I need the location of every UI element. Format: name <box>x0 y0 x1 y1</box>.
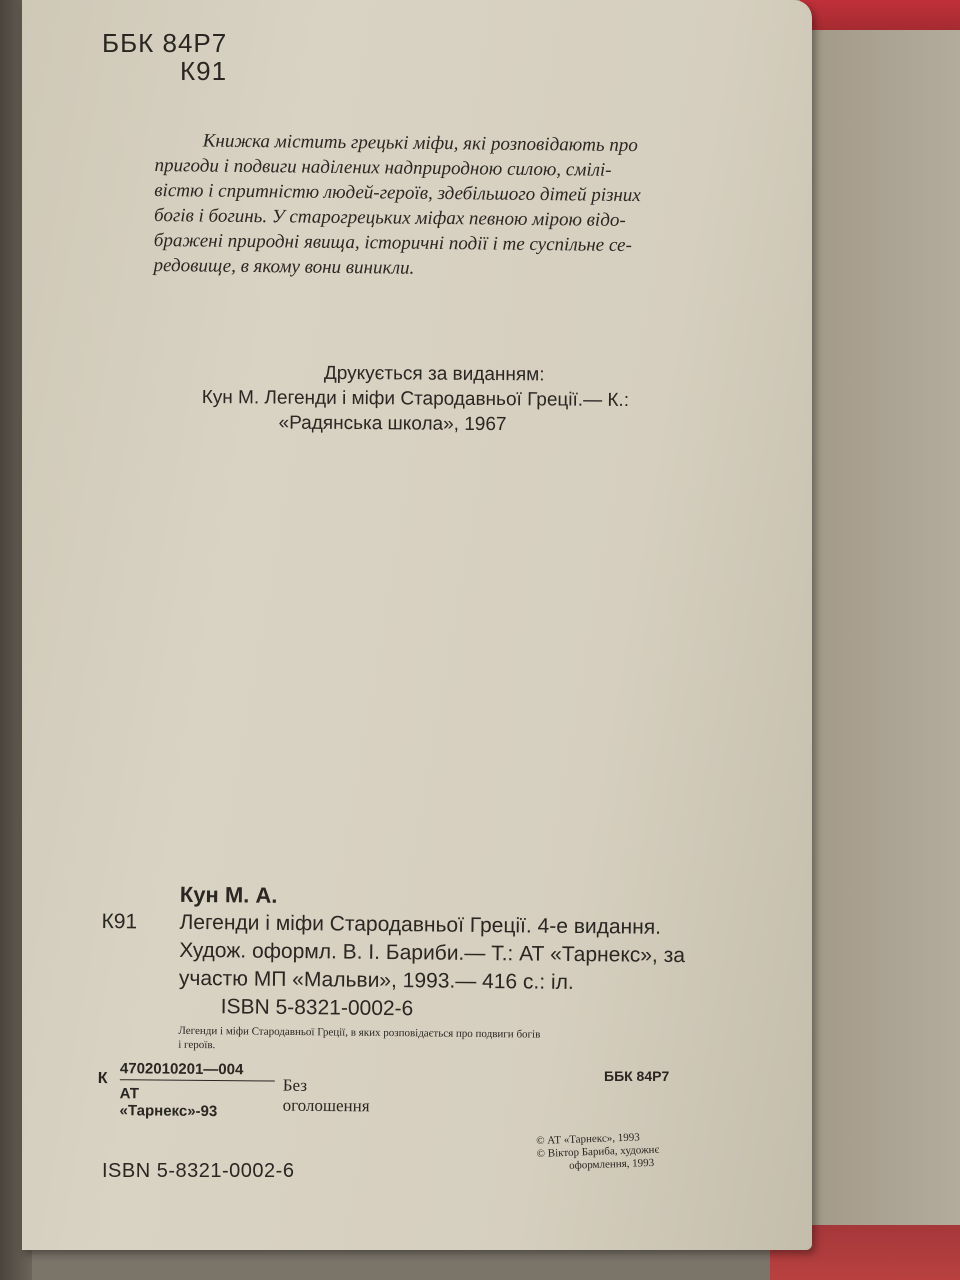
printed-from-heading: Друкується за виданням: <box>323 362 545 386</box>
imprint-no-ads: Без оголошення <box>282 1075 370 1116</box>
catalog-note-line: і героїв. <box>178 1038 216 1052</box>
author-code: К91 <box>180 56 228 86</box>
annotation-line: пригоди і подвиги наділених надприродною силою, смілі- <box>154 154 612 181</box>
printed-from-source: Кун М. Легенди і міфи Стародавньої Греції.— К.: <box>201 386 630 411</box>
catalog-code: К91 <box>101 909 138 934</box>
annotation-paragraph <box>153 128 710 284</box>
imprint-number: 4702010201—004 <box>120 1060 275 1081</box>
catalog-isbn: ISBN 5-8321-0002-6 <box>220 995 414 1021</box>
printed-from-block <box>201 360 742 439</box>
red-cover-edge-top <box>800 0 960 30</box>
catalog-line: Худож. оформл. В. І. Бариби.— Т.: АТ «Тарнекс», за <box>179 938 686 968</box>
copyright-line: оформлення, 1993 <box>568 1156 655 1172</box>
imprint-bbk: ББК 84Р7 <box>604 1068 670 1084</box>
annotation-line: редовище, в якому вони виникли. <box>153 254 415 279</box>
imprint-k: К <box>97 1069 108 1088</box>
catalog-note-line: Легенди і міфи Стародавньої Греції, в яких розповідається про подвиги богів <box>178 1024 541 1041</box>
annotation-line: вістю і спритністю людей-героїв, здебільшого дітей різних <box>154 179 641 207</box>
catalog-card <box>101 880 762 1052</box>
book-page <box>22 0 812 1250</box>
printed-from-publisher: «Радянська школа», 1967 <box>278 412 507 436</box>
catalog-author: Кун М. А. <box>179 881 278 908</box>
annotation-line: богів і богинь. У старогрецьких міфах певною мірою відо- <box>153 204 626 231</box>
catalog-line: Легенди і міфи Стародавньої Греції. 4-е видання. <box>179 910 662 939</box>
book-cover-background <box>790 0 960 1280</box>
copyright-block <box>536 1131 660 1174</box>
catalog-line: участю МП «Мальви», 1993.— 416 с.: іл. <box>178 966 574 994</box>
annotation-line: Книжка містить грецькі міфи, які розповідають про <box>202 130 638 157</box>
copyright-line: © Віктор Бариба, художнє <box>536 1143 660 1160</box>
bbk-code: ББК 84Р7 <box>102 28 228 58</box>
footer-isbn: ISBN 5-8321-0002-6 <box>102 1160 295 1182</box>
catalog-note <box>178 1024 540 1056</box>
imprint-publisher: АТ «Тарнекс»-93 <box>119 1085 218 1121</box>
catalog-description <box>179 909 686 998</box>
copyright-line: © АТ «Тарнекс», 1993 <box>536 1131 640 1147</box>
annotation-line: бражені природні явища, історичні події і те суспільне се- <box>153 229 632 256</box>
